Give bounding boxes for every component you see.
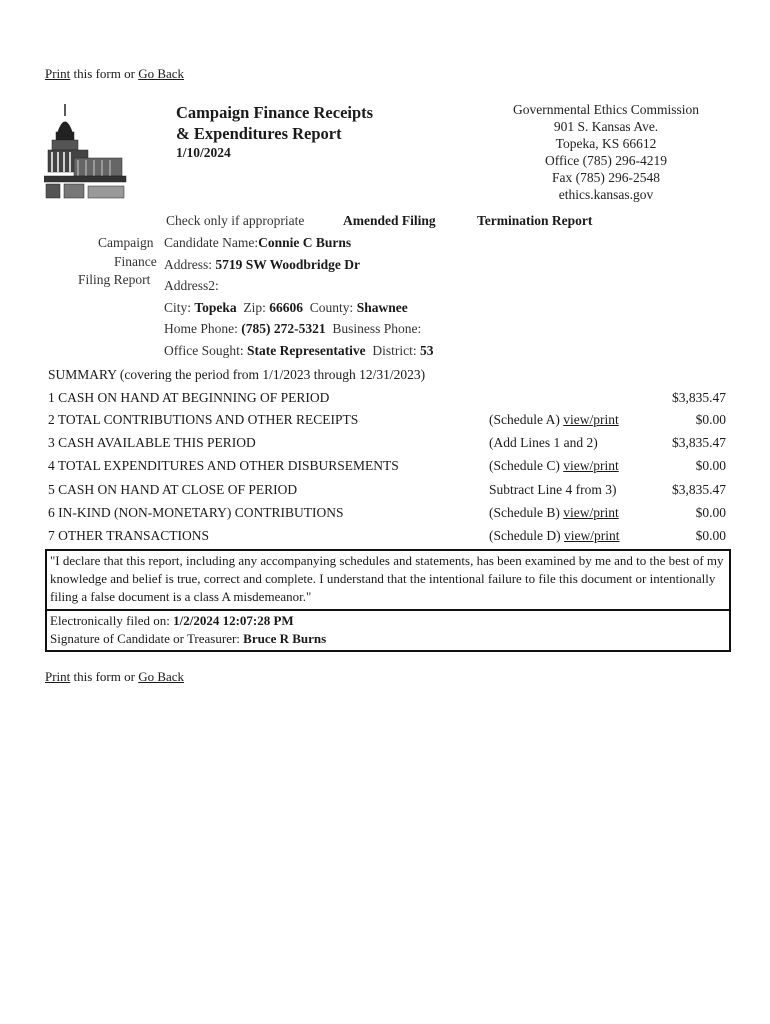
signature-line: [50, 631, 326, 647]
agency-fax: Fax (785) 296-2548: [552, 170, 660, 185]
summary-row-schedule: (Add Lines 1 and 2): [489, 435, 598, 450]
report-title-line2: & Expenditures Report: [176, 124, 342, 143]
address2-label: Address2:: [164, 278, 219, 293]
go-back-link-top[interactable]: Go Back: [138, 66, 185, 81]
summary-row-desc: 2 TOTAL CONTRIBUTIONS AND OTHER RECEIPTS: [48, 412, 359, 427]
district-label: District:: [372, 343, 417, 358]
print-link-top[interactable]: Print: [45, 66, 71, 81]
check-only-label: Check only if appropriate: [166, 213, 305, 228]
phone-line: [164, 321, 421, 337]
candidate-name-line: [164, 235, 351, 251]
city-value: Topeka: [194, 300, 237, 315]
schedule-b-view-print-link[interactable]: view/print: [563, 505, 619, 520]
nav-text-bottom: this form or: [70, 669, 139, 684]
side-label-campaign: Campaign: [98, 235, 154, 250]
summary-heading: SUMMARY (covering the period from 1/1/2023 through 12/31/2023): [48, 367, 426, 382]
summary-row-amount: $3,835.47: [672, 482, 726, 497]
zip-label: Zip:: [243, 300, 266, 315]
office-sought-label: Office Sought:: [164, 343, 244, 358]
summary-row-desc: 6 IN-KIND (NON-MONETARY) CONTRIBUTIONS: [48, 505, 344, 520]
candidate-name: Connie C Burns: [258, 235, 352, 250]
print-link-bottom[interactable]: Print: [45, 669, 71, 684]
filed-on-line: [50, 613, 294, 629]
home-phone-label: Home Phone:: [164, 321, 238, 336]
city-line: [164, 300, 408, 316]
nav-text-top: this form or: [70, 66, 139, 81]
candidate-name-label: Candidate Name:: [164, 235, 259, 250]
agency-name: Governmental Ethics Commission: [513, 102, 699, 117]
signature-value: Bruce R Burns: [243, 631, 327, 646]
home-phone-value: (785) 272-5321: [241, 321, 326, 336]
declaration-text: "I declare that this report, including any accompanying schedules and statements, has been examined by me and to the best of my knowledge and belief is true, correct and complete. I understand that the intentional failure to file this document or intentionally filing a false document is a class A misdemeanor.": [50, 553, 724, 604]
district-value: 53: [419, 343, 434, 358]
summary-row-schedule: Subtract Line 4 from 3): [489, 482, 617, 497]
agency-block: [482, 101, 730, 203]
office-sought-value: State Representative: [247, 343, 366, 358]
summary-row-schedule: (Schedule A) view/print: [489, 412, 619, 427]
amended-filing-option[interactable]: Amended Filing: [343, 213, 436, 228]
summary-row: [48, 435, 728, 457]
summary-row-schedule: (Schedule C) view/print: [489, 458, 619, 473]
go-back-link-bottom[interactable]: Go Back: [138, 669, 185, 684]
summary-row-amount: $3,835.47: [672, 390, 726, 405]
address-line: [164, 257, 360, 273]
summary-row-amount: $0.00: [695, 458, 726, 473]
side-label-filing-report: Filing Report: [78, 272, 151, 287]
office-line: [164, 343, 433, 359]
summary-row-amount: $0.00: [695, 412, 726, 427]
agency-website: ethics.kansas.gov: [558, 187, 654, 202]
schedule-d-view-print-link[interactable]: view/print: [563, 528, 620, 543]
filed-on-value: 1/2/2024 12:07:28 PM: [173, 613, 294, 628]
summary-row-desc: 3 CASH AVAILABLE THIS PERIOD: [48, 435, 256, 450]
summary-row: [48, 390, 728, 412]
summary-row-schedule: (Schedule D) view/print: [489, 528, 620, 543]
summary-row-amount: $3,835.47: [672, 435, 726, 450]
summary-row: [48, 458, 728, 480]
summary-row-amount: $0.00: [695, 528, 726, 543]
summary-row-desc: 1 CASH ON HAND AT BEGINNING OF PERIOD: [48, 390, 330, 405]
side-label-finance: Finance: [114, 254, 157, 269]
report-date: 1/10/2024: [176, 145, 231, 160]
county-value: Shawnee: [356, 300, 408, 315]
capitol-logo: [44, 102, 134, 202]
summary-row: [48, 482, 728, 504]
summary-row-schedule: (Schedule B) view/print: [489, 505, 619, 520]
summary-row: [48, 528, 728, 550]
county-label: County:: [309, 300, 354, 315]
business-phone-label: Business Phone:: [332, 321, 422, 336]
agency-street: 901 S. Kansas Ave.: [553, 119, 659, 134]
schedule-c-view-print-link[interactable]: view/print: [563, 458, 619, 473]
agency-office-phone: Office (785) 296-4219: [545, 153, 667, 168]
city-label: City:: [164, 300, 192, 315]
filed-on-label: Electronically filed on:: [50, 613, 170, 628]
agency-city: Topeka, KS 66612: [555, 136, 657, 151]
address-label: Address:: [164, 257, 212, 272]
schedule-a-view-print-link[interactable]: view/print: [563, 412, 619, 427]
termination-report-option[interactable]: Termination Report: [477, 213, 593, 228]
top-nav: [45, 66, 184, 82]
summary-row-desc: 4 TOTAL EXPENDITURES AND OTHER DISBURSEMENTS: [48, 458, 399, 473]
summary-row-amount: $0.00: [695, 505, 726, 520]
summary-row-desc: 5 CASH ON HAND AT CLOSE OF PERIOD: [48, 482, 298, 497]
address2-line: [164, 278, 219, 294]
summary-row: [48, 505, 728, 527]
summary-row-desc: 7 OTHER TRANSACTIONS: [48, 528, 210, 543]
zip-value: 66606: [269, 300, 304, 315]
address-value: 5719 SW Woodbridge Dr: [215, 257, 361, 272]
bottom-nav: [45, 669, 184, 685]
report-title-line1: Campaign Finance Receipts: [176, 103, 374, 122]
signature-box: [45, 609, 731, 652]
signature-label: Signature of Candidate or Treasurer:: [50, 631, 240, 646]
declaration-box: [45, 549, 731, 610]
summary-row: [48, 412, 728, 434]
